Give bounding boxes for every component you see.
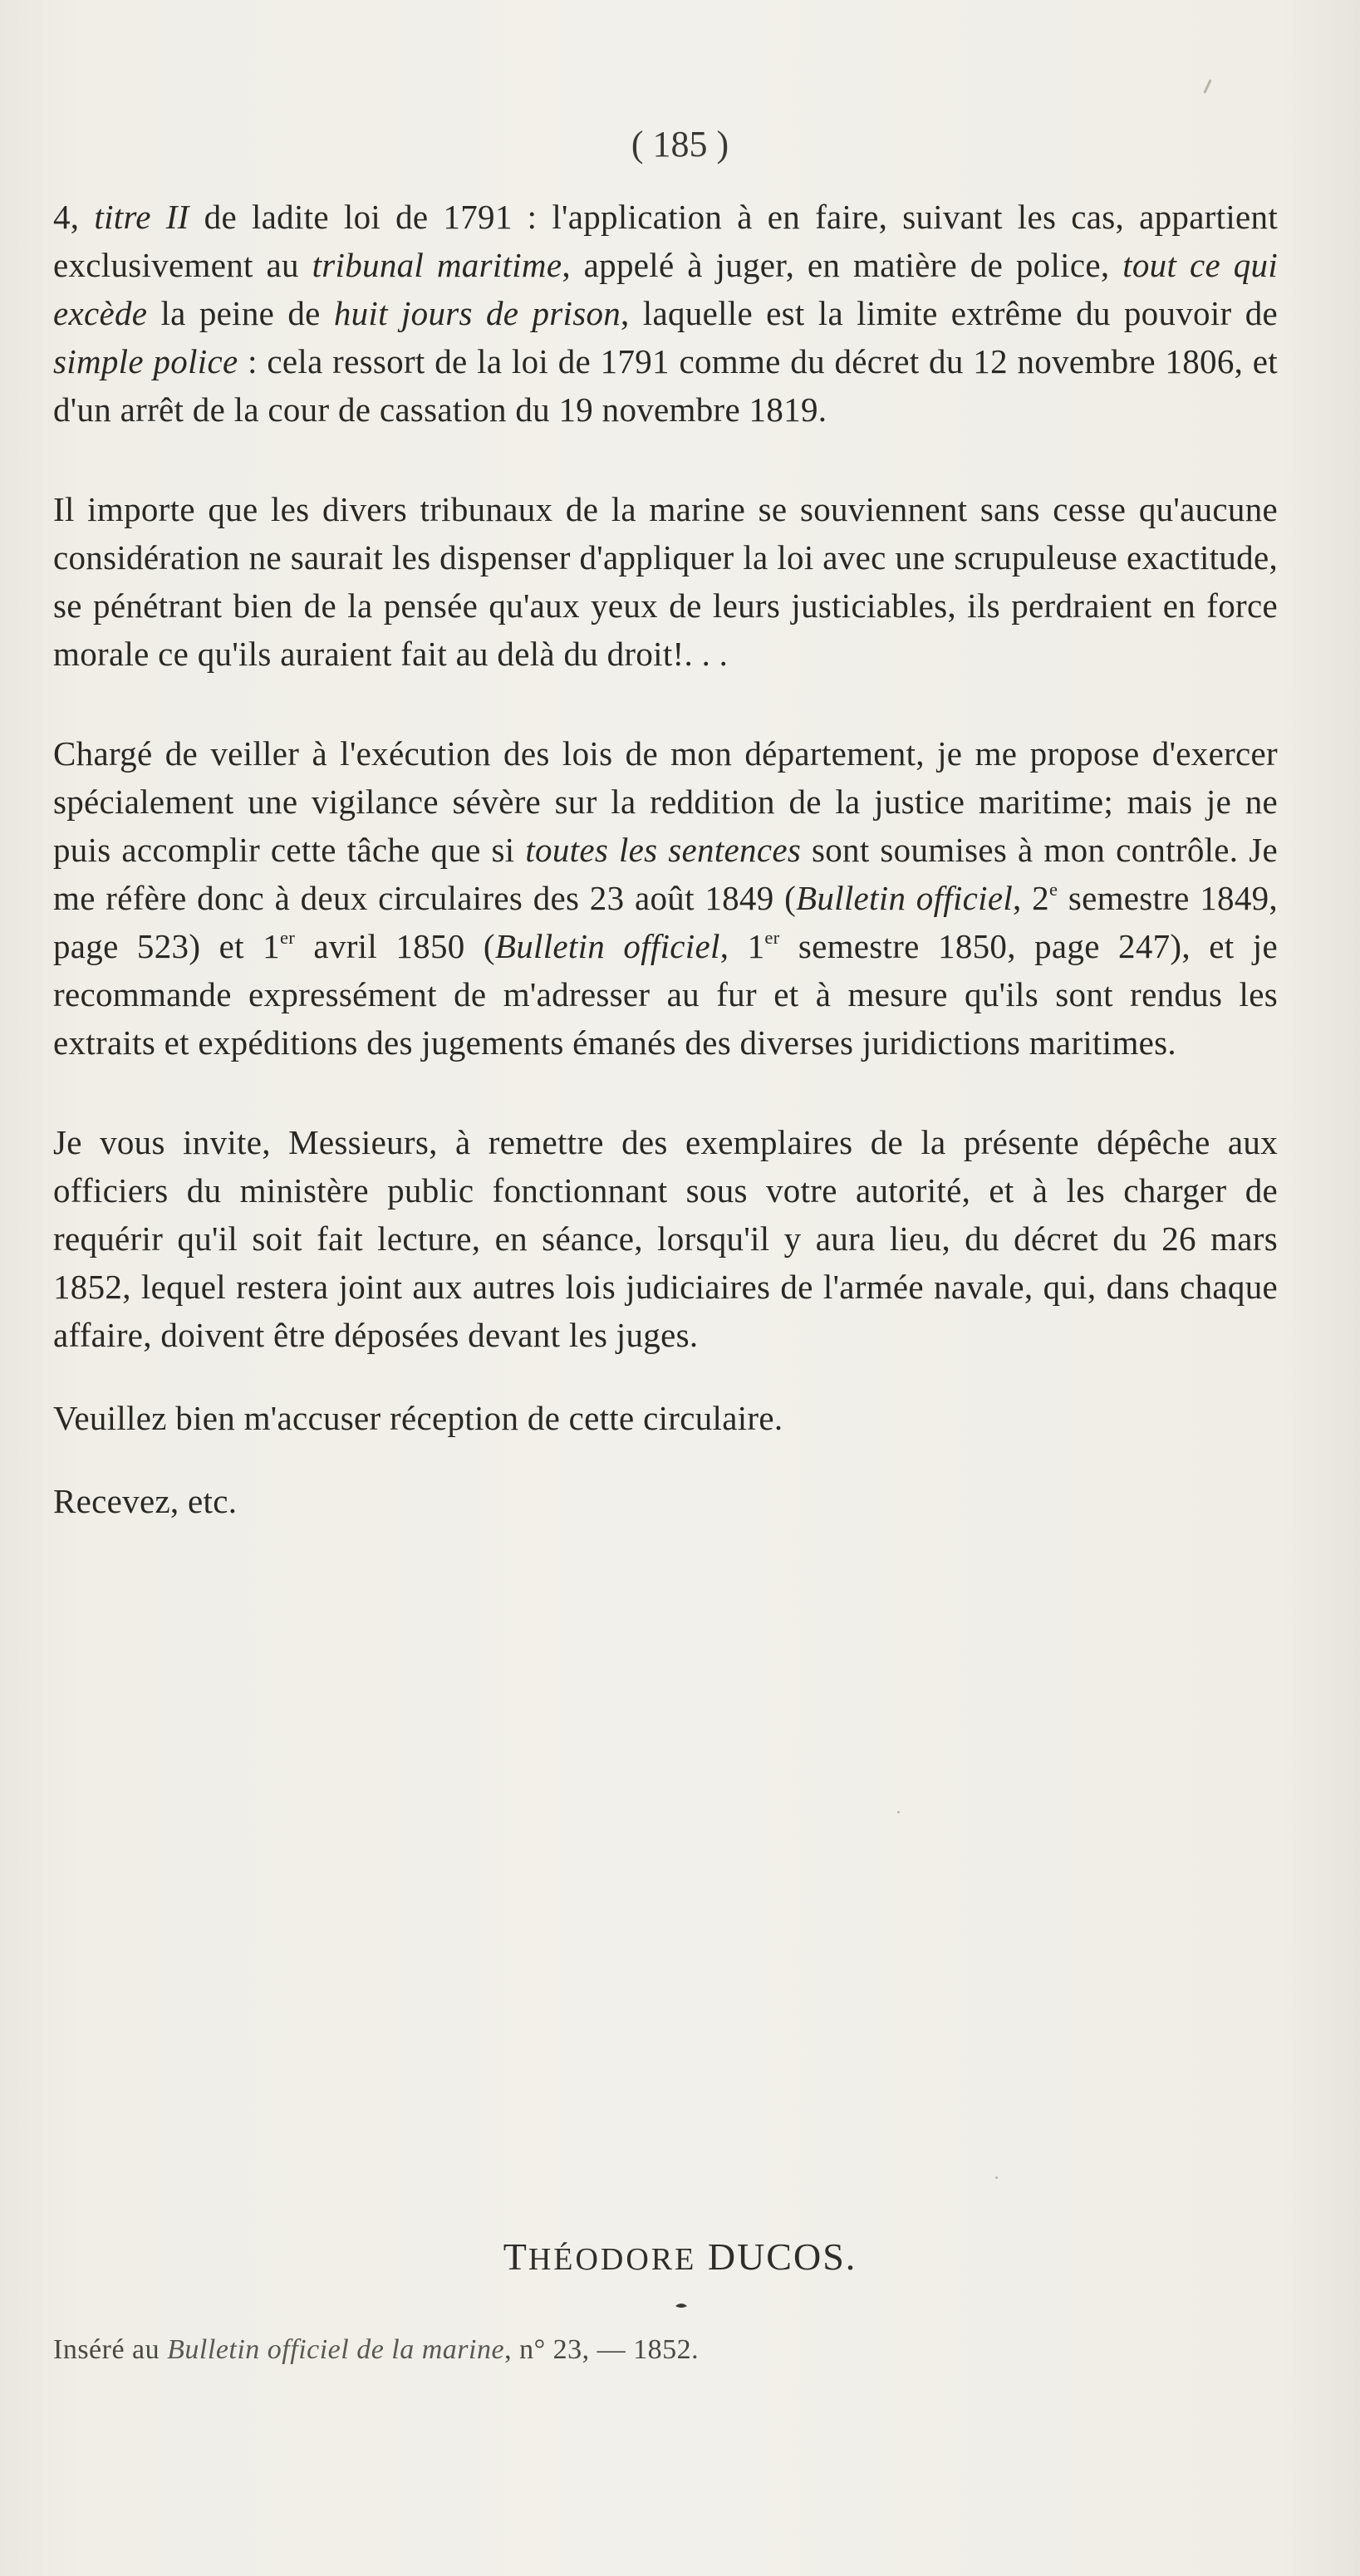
footnote-text-a: Inséré au [53, 2334, 168, 2365]
para1-text-e: : cela ressort de la loi de 1791 comme du décret du 12 novembre 1806, et d'un arrêt de la cour de cassation du 19 novembre 1819. [53, 342, 1278, 429]
paragraph-charge [53, 729, 1278, 1067]
ornament-icon [675, 2301, 688, 2309]
paragraph-invite: Je vous invite, Messieurs, à remettre des exemplaires de la présente dépêche aux officiers du ministère public fonctionnant sous votre autorité, et à les charger de requérir qu'il soit fait lecture, en séance, lorsqu'il y aura lieu, du décret du 26 mars 1852, lequel restera joint aux autres lois judiciaires de l'armée navale, qui, dans chaque affaire, doivent être déposées devant les juges. [53, 1123, 1278, 1354]
para3-sup-er-1: er [279, 927, 296, 949]
paper-speck [897, 1811, 900, 1813]
signature-last-name: DUCOS. [707, 2235, 857, 2278]
para1-simple: simple police [53, 342, 238, 380]
para3-text-a: Chargé de veiller à l'exécution des lois de mon département, je me propose d'exercer spécialement une vigilance sévère sur la reddition de la justice maritime; mais je ne puis accomplir cette tâche que si [53, 734, 1278, 869]
para1-text-b: , appelé à juger, en matière de police, [562, 246, 1123, 284]
para3-text-d: semestre 1849, page 523) et 1 [53, 879, 1278, 965]
para3-text-f: , 1 [719, 927, 765, 965]
para3-text-c: , 2 [1013, 879, 1049, 917]
para3-text-g: semestre 1850, page 247), et je recommande expressément de m'adresser au fur et à mesure qu'ils sont rendus les extraits et expéditions des jugements émanés des diverses juridictions maritimes. [53, 927, 1278, 1062]
para3-text-b: sont soumises à mon contrôle. Je me réfère donc à deux circulaires des 23 août 1849 ( [53, 831, 1278, 917]
paragraph-accuser: Veuillez bien m'accuser réception de cette circulaire. [53, 1399, 783, 1437]
para1-lead-italic: titre II [94, 198, 189, 236]
para3-sup-e: e [1048, 879, 1058, 900]
paragraph-recevez: Recevez, etc. [53, 1482, 238, 1520]
footnote-text-b: , n° 23, — 1852. [504, 2334, 700, 2365]
para1-tribunal: tribunal maritime [312, 246, 562, 284]
signature-initial: T [503, 2235, 528, 2278]
page-number: ( 185 ) [631, 124, 729, 164]
paper-speck [995, 2176, 998, 2179]
para3-text-e: avril 1850 ( [295, 927, 495, 965]
signature-first-name: HÉODORE [528, 2242, 697, 2277]
body-text [53, 193, 1278, 1525]
para3-sup-er-2: er [764, 927, 780, 949]
para3-bulletin-2: Bulletin officiel [494, 927, 720, 965]
para1-text-c: la peine de [147, 294, 334, 332]
paper-speck [1203, 79, 1211, 94]
para3-bulletin-1: Bulletin officiel [796, 879, 1014, 917]
para3-toutes: toutes les sentences [525, 831, 802, 869]
footnote [53, 2334, 699, 2366]
signature [0, 2235, 1360, 2279]
para1-lead: 4, [53, 198, 95, 236]
para1-tout: tout ce qui excède [53, 246, 1279, 332]
footnote-italic: Bulletin officiel de la marine [167, 2334, 505, 2365]
para1-text-d: , laquelle est la limite extrême du pouvoir de [621, 294, 1278, 332]
paragraph-continuation [53, 193, 1278, 434]
para1-huit: huit jours de prison [333, 294, 621, 332]
para1-text-a: de ladite loi de 1791 : l'application à en faire, suivant les cas, appartient exclusivement au [53, 198, 1279, 284]
paragraph-tribunaux: Il importe que les divers tribunaux de la marine se souviennent sans cesse qu'aucune considération ne saurait les dispenser d'appliquer la loi avec une scrupuleuse exactitude, se pénétrant bien de la pensée qu'aux yeux de leurs justiciables, ils perdraient en force morale ce qu'ils auraient fait au delà du droit!. . . [53, 490, 1278, 673]
